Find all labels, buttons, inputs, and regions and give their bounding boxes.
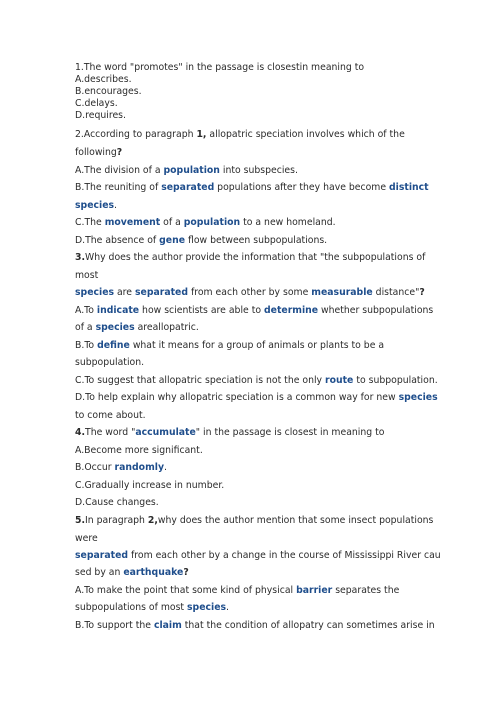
bold-text: 1, (196, 129, 207, 140)
bold-text: ? (419, 287, 425, 298)
highlighted-word: claim (153, 620, 182, 631)
highlighted-word: barrier (296, 585, 333, 596)
text-line: B.To define what it means for a group of animals or plants to be a (75, 340, 385, 351)
highlighted-word: earthquake (123, 567, 184, 578)
highlighted-word: species (95, 322, 135, 333)
text-line: A.describes. (75, 74, 132, 85)
text-line: to come about. (75, 410, 146, 421)
text-line: D.The absence of gene flow between subpopulations. (75, 235, 328, 246)
highlighted-word: gene (159, 235, 186, 246)
text-line: D.Cause changes. (75, 497, 159, 508)
highlighted-word: measurable (311, 287, 373, 298)
text-line: 5.In paragraph 2,why does the author mention that some insect populations (75, 515, 434, 526)
text-line: 1.The word "promotes" in the passage is closestin meaning to (75, 62, 365, 73)
bold-text: 2, (147, 515, 158, 526)
highlighted-word: species (75, 200, 115, 211)
bold-text: ? (183, 567, 189, 578)
text-line: C.To suggest that allopatric speciation is not the only route to subpopulation. (75, 375, 438, 386)
text-line: D.requires. (75, 110, 126, 121)
text-line: species. (75, 200, 117, 211)
bold-text: ? (116, 147, 123, 158)
highlighted-word: determine (264, 305, 319, 316)
highlighted-word: separated (161, 182, 215, 193)
text-line: C.delays. (75, 98, 118, 109)
highlighted-word: separated (134, 287, 189, 298)
bold-text: 3. (75, 252, 86, 263)
text-line: most (75, 270, 99, 281)
text-line: A.To make the point that some kind of physical barrier separates the (75, 585, 400, 596)
text-line: 3.Why does the author provide the information that "the subpopulations of (75, 252, 426, 263)
highlighted-word: randomly (114, 462, 165, 473)
text-line: B.Occur randomly. (75, 462, 167, 473)
text-line: B.The reuniting of separated populations after they have become distinct (75, 182, 429, 193)
text-line: of a species areallopatric. (75, 322, 199, 333)
text-line: A.The division of a population into subspecies. (75, 165, 298, 176)
highlighted-word: separated (75, 550, 129, 561)
highlighted-word: population (183, 217, 241, 228)
highlighted-word: species (75, 287, 115, 298)
text-line: A.To indicate how scientists are able to determine whether subpopulations (75, 305, 434, 316)
text-line: following? (75, 147, 123, 158)
text-line: D.To help explain why allopatric speciation is a common way for new species (75, 392, 438, 403)
text-line: sed by an earthquake? (75, 567, 189, 578)
bold-text: 4. (75, 427, 86, 438)
highlighted-word: species (187, 602, 227, 613)
highlighted-word: route (325, 375, 354, 386)
text-line: subpopulations of most species. (75, 602, 230, 613)
highlighted-word: movement (104, 217, 161, 228)
highlighted-word: indicate (96, 305, 140, 316)
text-line: separated from each other by a change in the course of Mississippi River cau (75, 550, 441, 561)
text-line: 4.The word "accumulate" in the passage is closest in meaning to (75, 427, 385, 438)
highlighted-word: species (398, 392, 438, 403)
highlighted-word: define (97, 340, 130, 351)
text-line: species are separated from each other by some measurable distance"? (75, 287, 425, 298)
text-line: 2.According to paragraph 1, allopatric speciation involves which of the (75, 129, 405, 140)
text-line: C.Gradually increase in number. (75, 480, 225, 491)
bold-text: 5. (75, 515, 86, 526)
highlighted-word: accumulate (135, 427, 196, 438)
text-line: A.Become more significant. (75, 445, 203, 456)
text-line: B.encourages. (75, 86, 142, 97)
text-line: B.To support the claim that the condition of allopatry can sometimes arise in (75, 620, 435, 631)
text-line: subpopulation. (75, 357, 145, 368)
text-line: were (75, 533, 98, 544)
highlighted-word: population (163, 165, 220, 176)
text-line: C.The movement of a population to a new homeland. (75, 217, 336, 228)
highlighted-word: distinct (389, 182, 429, 193)
